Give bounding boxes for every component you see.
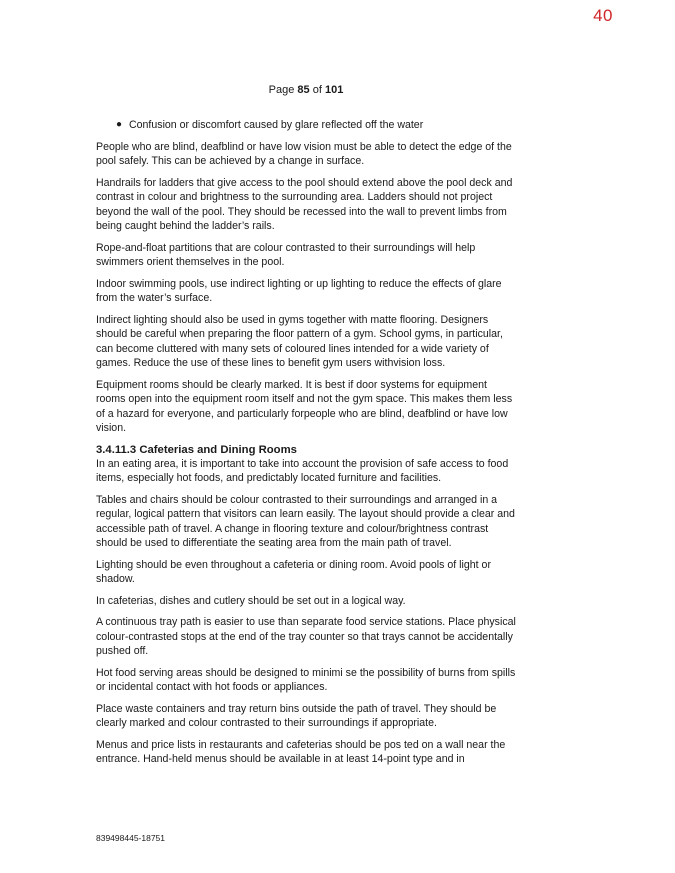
paragraph: Place waste containers and tray return bins outside the path of travel. They should be clearly marked and colour contrasted to their surroundings if appropriate. [96,702,497,729]
paragraph: Indirect lighting should also be used in gyms together with matte flooring. Designers should be careful when preparing the floor pattern of a gym. School gyms, in particular, can become cluttered with many sets of coloured lines intended for a wide variety of games. Reduce the use of these lines to benefit gym users withvision loss. [96,313,503,369]
paragraph: Lighting should be even throughout a cafeteria or dining room. Avoid pools of light or shadow. [96,558,491,585]
list-item [96,118,516,133]
paragraph: Hot food serving areas should be designed to minimi se the possibility of burns from spills or incidental contact with hot foods or appliances. [96,666,516,693]
paragraph: A continuous tray path is easier to use than separate food service stations. Place physical colour-contrasted stops at the end of the tray counter so that trays cannot be accidentally pushed off. [96,616,516,657]
current-page-number: 85 [297,84,310,96]
page-word: Page [268,84,295,96]
paragraph: Menus and price lists in restaurants and cafeterias should be pos ted on a wall near the entrance. Hand-held menus should be available in at least 14-point type and in [96,738,506,765]
paragraph: In cafeterias, dishes and cutlery should be set out in a logical way. [96,594,406,607]
of-word: of [312,84,322,96]
total-pages-number: 101 [324,84,344,96]
paragraph: Rope-and-float partitions that are colour contrasted to their surroundings will help swimmers orient themselves in the pool. [96,241,476,268]
list-item-text: Confusion or discomfort caused by glare reflected off the water [129,119,424,131]
paragraph: Equipment rooms should be clearly marked. It is best if door systems for equipment rooms open into the equipment room itself and not the gym space. This makes them less of a hazard for everyone, and particularly forpeople who are blind, deafblind or have low vision. [96,378,513,434]
paragraph: Handrails for ladders that give access to the pool should extend above the pool deck and contrast in colour and brightness to the surrounding area. Ladders should not project beyond the wall of the pool. They should be recessed into the wall to prevent limbs from being caught behind the ladder’s rails. [96,176,513,232]
paragraph: People who are blind, deafblind or have low vision must be able to detect the edge of the pool safely. This can be achieved by a change in surface. [96,140,512,167]
corner-page-number: 40 [593,6,613,25]
section-heading: 3.4.11.3 Cafeterias and Dining Rooms [96,443,297,456]
page-header [0,84,612,96]
paragraph: Indoor swimming pools, use indirect lighting or up lighting to reduce the effects of glare from the water’s surface. [96,277,502,304]
document-body [96,118,516,774]
paragraph: Tables and chairs should be colour contrasted to their surroundings and arranged in a regular, logical pattern that visitors can learn easily. The layout should provide a clear and accessible path of travel. A change in flooring texture and colour/brightness contrast should be used to differentiate the seating area from the main path of travel. [96,493,515,549]
document-footer-id: 839498445-18751 [96,833,166,843]
bullet-icon: ● [116,119,123,130]
paragraph: In an eating area, it is important to take into account the provision of safe access to food items, especially hot foods, and predictably located furniture and facilities. [96,457,509,484]
